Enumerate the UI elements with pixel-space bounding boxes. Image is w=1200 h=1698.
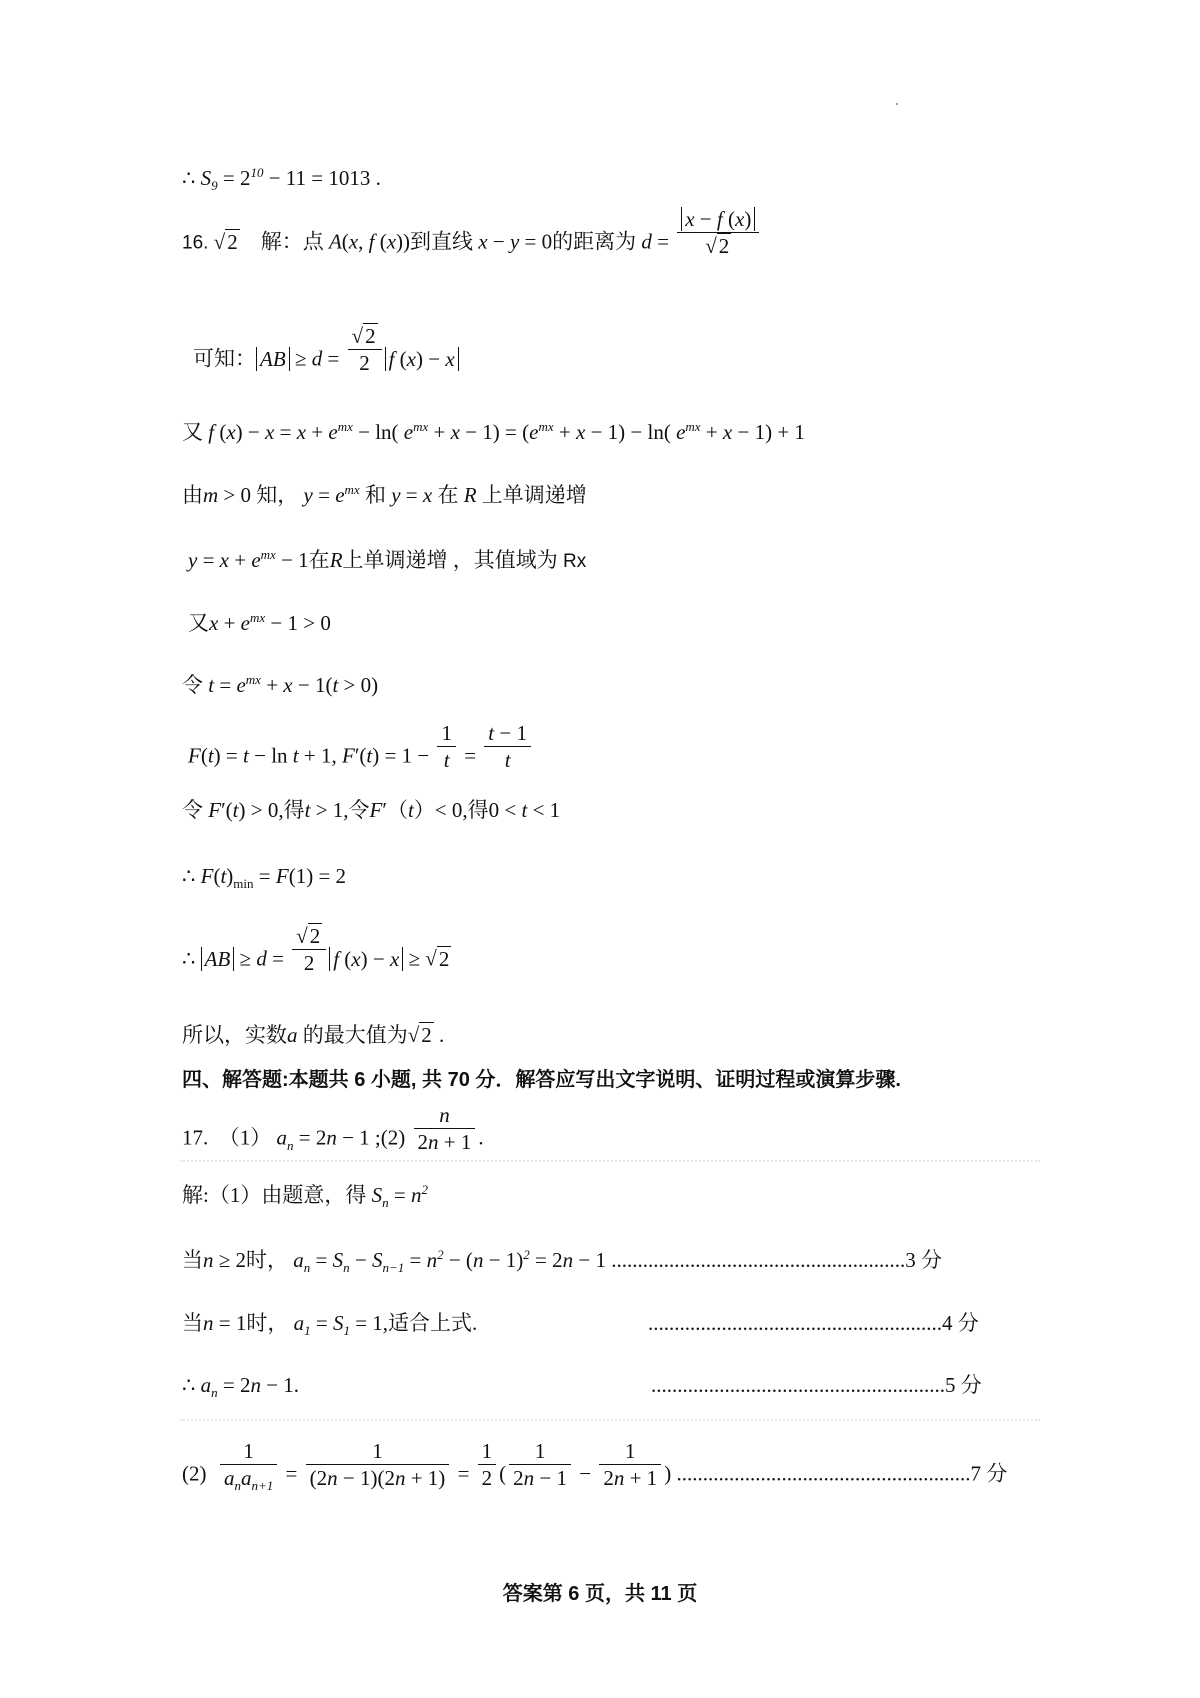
q17-answer-line: 17. （1） $a_n = 2n - 1$ ;(2) $\frac{n}{2n + 1}$ .: [182, 1103, 484, 1155]
q17-an-line: ∴ $a_n = 2n - 1$.: [182, 1373, 300, 1401]
conclusion-line: 所以，实数a 的最大值为√2 .: [182, 1023, 445, 1047]
q17-n1-line: 当n = 1时， $a_1 = S_1 = 1$,适合上式.: [182, 1311, 478, 1339]
q17-n2-line: 当n ≥ 2时， $a_n = S_n - S_{n-1} = n^2 - (n - 1)^2 = 2n - 1$ ........................................................3 分: [182, 1247, 942, 1276]
separator-1: [180, 1160, 1040, 1162]
F-def-line: F(t) = t − ln t + 1, F′(t) = 1 − $\frac{1}{t}$ = $\frac{t - 1}{t}$: [188, 742, 534, 774]
know-line: 可知： AB ≥ d = $\frac{√2}{2}$ f (x) − x: [193, 345, 459, 377]
score-7: 7 分: [970, 1461, 1008, 1486]
F-sign-line: 令 F′(t) > 0,得t > 1,令F′（t）< 0,得0 < t < 1: [182, 798, 561, 822]
score-4: 4 分: [942, 1311, 979, 1335]
section-4-heading: 四、解答题:本题共 6 小题, 共 70 分．解答应写出文字说明、证明过程或演算步骤.: [182, 1069, 901, 1091]
leader-4: ........................................................: [648, 1311, 942, 1335]
speck: [896, 103, 898, 105]
leader-7: ........................................................: [676, 1461, 971, 1486]
let-t-line: 令 $t = e^{mx} + x - 1(t > 0)$: [182, 672, 379, 697]
score-3: 3 分: [905, 1248, 942, 1272]
leader-3: ........................................................: [611, 1248, 906, 1272]
s9-line: ∴ $S_9 = 2^{10} - 11 = 1013$ .: [182, 165, 381, 194]
q17-part2-line: (2) $\frac{1}{a_na_{n+1}}$ = $\frac{1}{(2n - 1)(2n + 1)}$ = $\frac{1}{2}$ ( $\frac{1}{2n - 1}$ − $\frac{1}{2n + 1}$ ) ........................................................7 分: [182, 1439, 1008, 1494]
leader-5: ........................................................: [651, 1373, 945, 1397]
score-5: 5 分: [945, 1373, 982, 1397]
range-line: $y = x + e^{mx} - 1$在R上单调递增 ，其值域为 Rx: [188, 547, 587, 572]
score-5-line: [651, 1375, 982, 1396]
q17-sol1-line: 解:（1）由题意，得 $S_n = n^2$: [182, 1182, 428, 1211]
AB-final-line: ∴ AB ≥ d = $\frac{√2}{2}$ f (x) − x ≥ √2: [182, 924, 450, 976]
F-min-line: ∴ $F(t)_{min} = F(1) = 2$: [182, 864, 347, 892]
separator-2: [180, 1419, 1040, 1421]
positive-line: 又$x + e^{mx} - 1 > 0$: [188, 610, 331, 635]
page-footer: 答案第 6 页，共 11 页: [502, 1583, 698, 1605]
again-expr-line: 又 f $(x) - x = x + e^{mx} - \ln$( $e^{mx} + x - 1) = (e^{mx} + x - 1) - \ln$( $e^{mx} + x - 1) + 1$: [182, 419, 805, 444]
mono-line: 由m > 0 知， $y = e^{mx}$ 和 y = x 在 R 上单调递增: [182, 482, 587, 507]
q16-line: 16. √2 解：点 A(x, f (x))到直线 x − y = 0的距离为 d = $\frac{x - f (x)}{√2}$: [182, 228, 762, 260]
score-4-line: [648, 1313, 979, 1334]
